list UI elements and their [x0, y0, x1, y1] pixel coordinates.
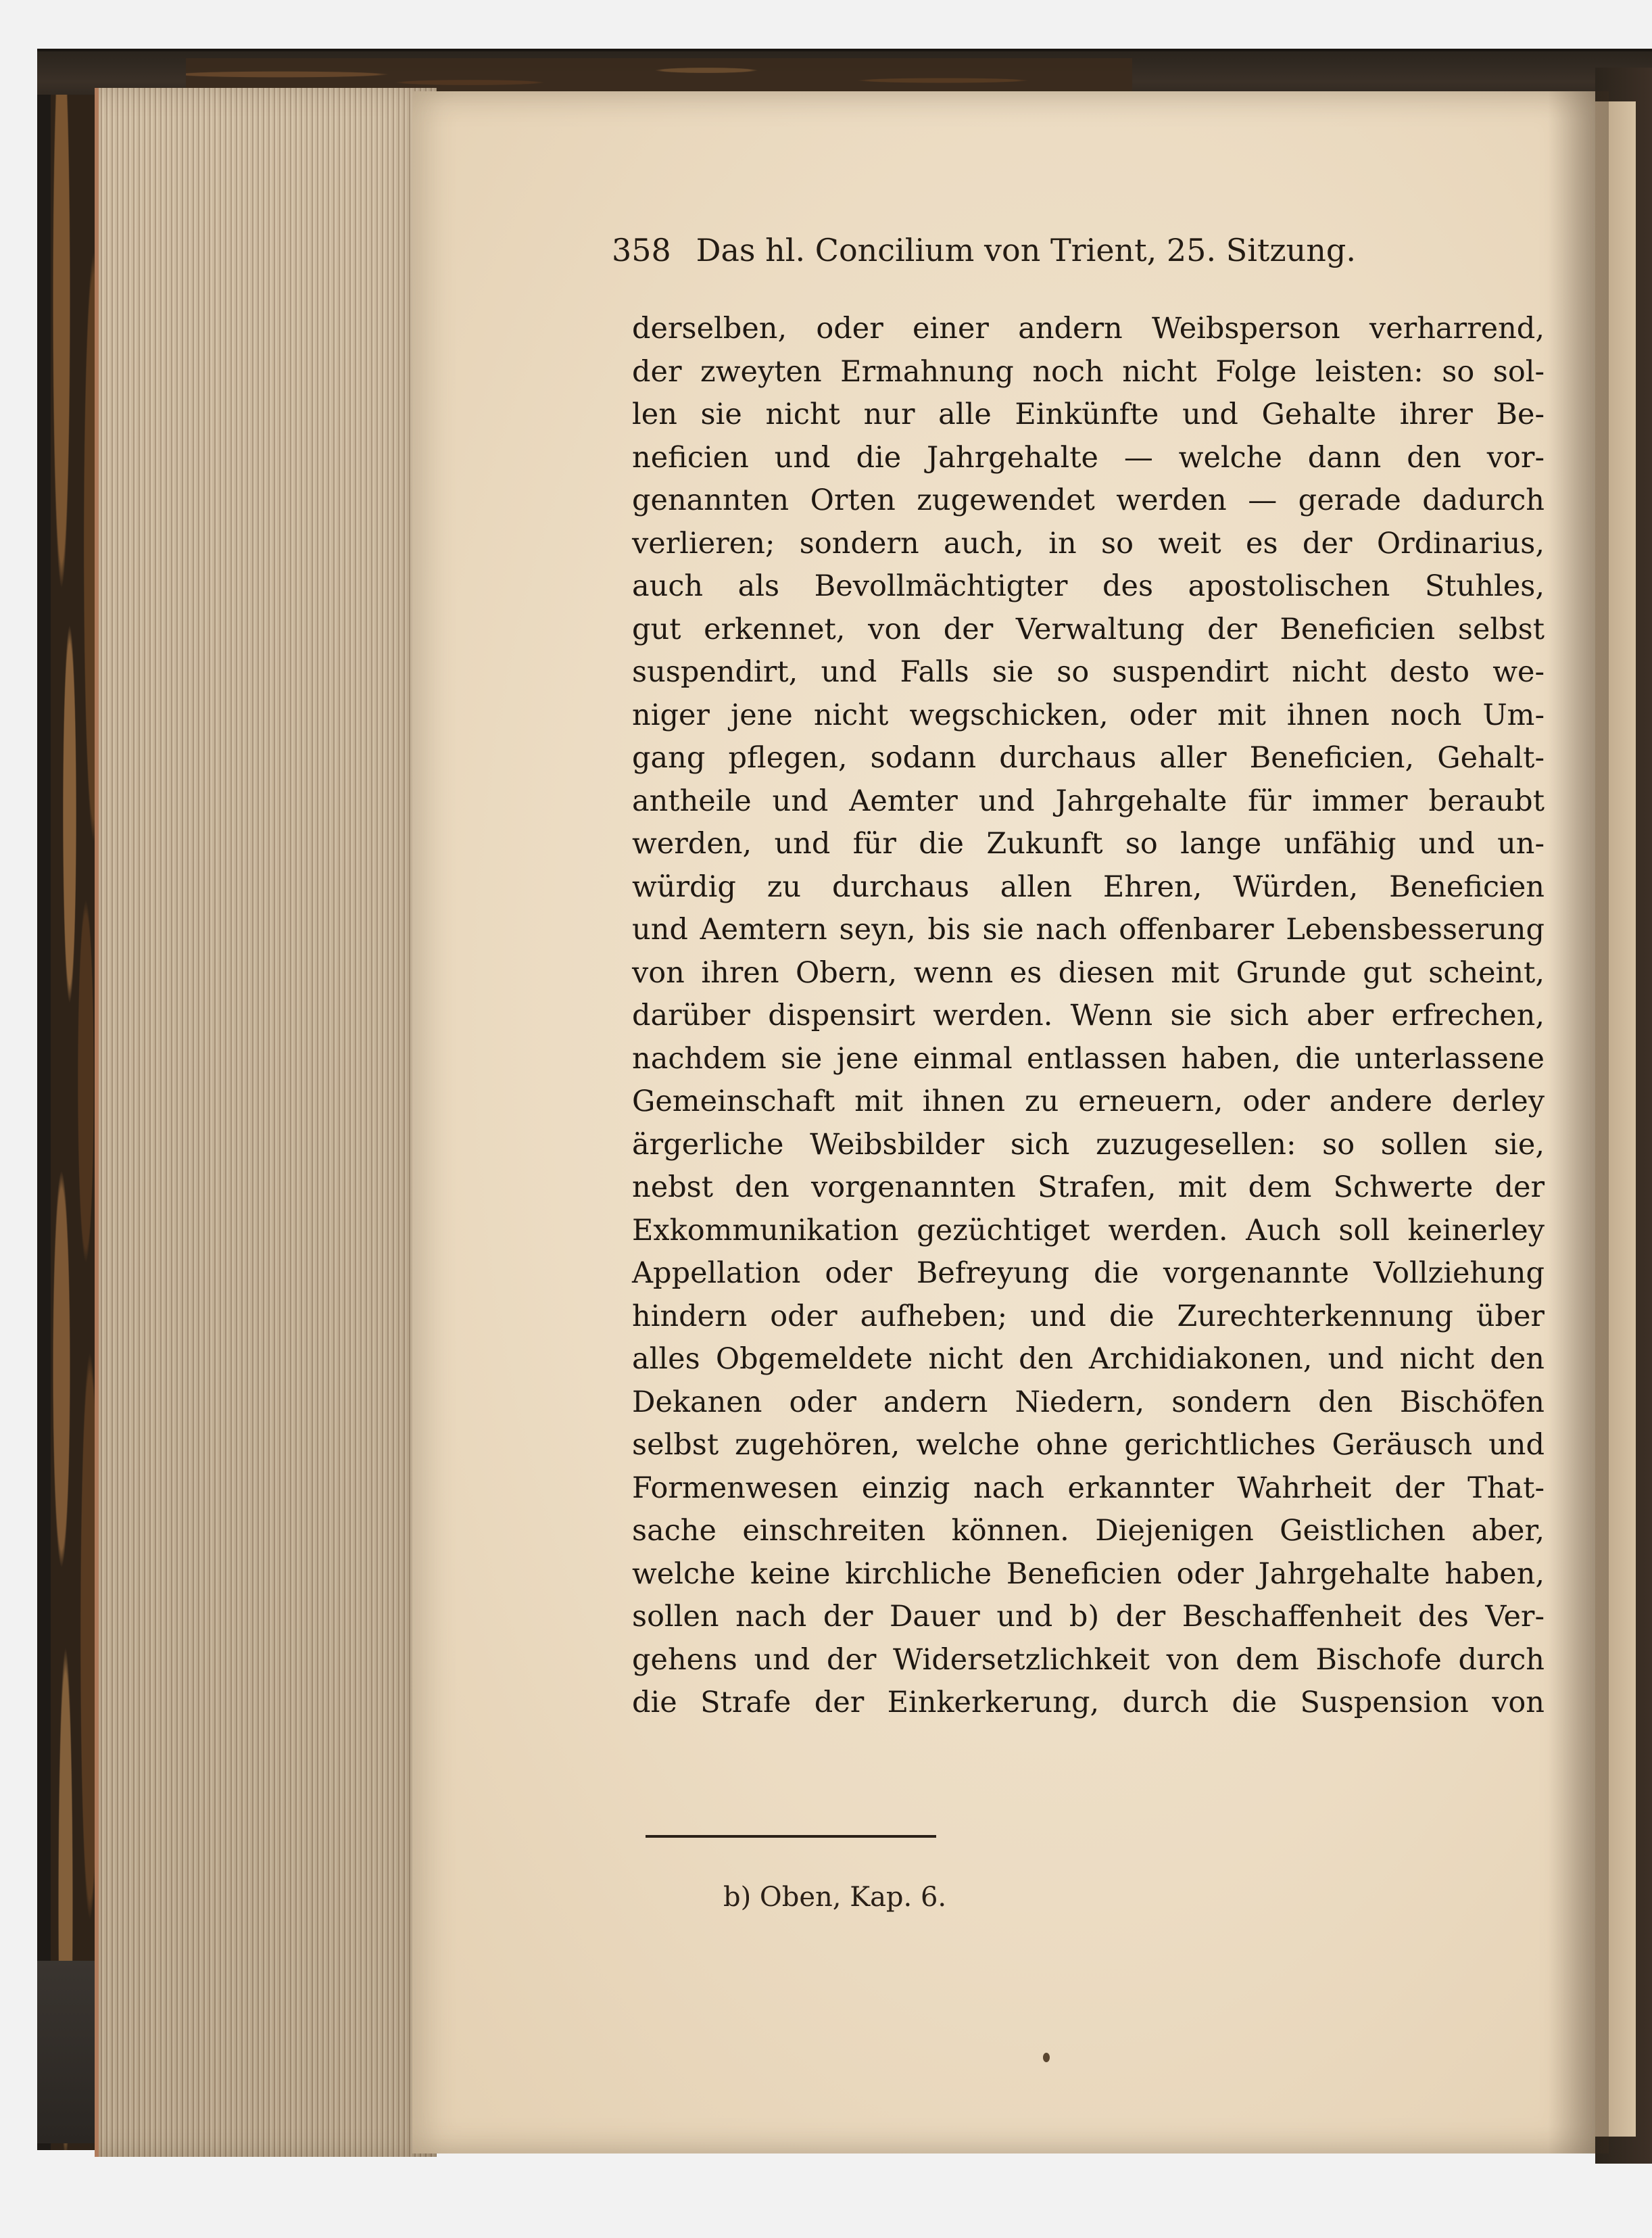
- text-line: würdig zu durchaus allen Ehren, Würden, Beneficien: [632, 870, 1545, 904]
- page-number: 358: [612, 232, 671, 268]
- page-header: [612, 230, 1436, 270]
- footnote-rule: [646, 1835, 936, 1838]
- text-line: hindern oder aufheben; und die Zurechterkennung über: [632, 1299, 1545, 1333]
- text-line: sache einschreiten können. Diejenigen Geistlichen aber,: [632, 1514, 1545, 1548]
- text-line: genannten Orten zugewendet werden — gerade dadurch: [632, 483, 1545, 517]
- text-line: und Aemtern seyn, bis sie nach offenbarer Lebensbesserung: [632, 913, 1545, 947]
- text-line: selbst zugehören, welche ohne gerichtliches Geräusch und: [632, 1428, 1545, 1462]
- text-line: nebst den vorgenannten Strafen, mit dem Schwerte der: [632, 1170, 1545, 1204]
- text-line: Dekanen oder andern Niedern, sondern den Bischöfen: [632, 1385, 1545, 1419]
- paper-speck: [1043, 2053, 1050, 2062]
- text-line: antheile und Aemter und Jahrgehalte für immer beraubt: [632, 784, 1545, 818]
- text-line: alles Obgemeldete nicht den Archidiakonen, und nicht den: [632, 1342, 1545, 1376]
- text-line: ärgerliche Weibsbilder sich zuzugesellen: so sollen sie,: [632, 1127, 1545, 1162]
- text-line: darüber dispensirt werden. Wenn sie sich aber erfrechen,: [632, 999, 1545, 1032]
- text-line: suspendirt, und Falls sie so suspendirt nicht desto we-: [632, 655, 1545, 689]
- text-line: werden, und für die Zukunft so lange unfähig und un-: [632, 827, 1545, 861]
- text-line: Formenwesen einzig nach erkannter Wahrheit der That-: [632, 1471, 1545, 1505]
- text-line: sollen nach der Dauer und b) der Beschaffenheit des Ver-: [632, 1600, 1545, 1634]
- text-line: gehens und der Widersetzlichkeit von dem Bischofe durch: [632, 1642, 1545, 1677]
- text-line: len sie nicht nur alle Einkünfte und Gehalte ihrer Be-: [632, 398, 1545, 431]
- text-line: gang pflegen, sodann durchaus aller Beneficien, Gehalt-: [632, 741, 1545, 775]
- text-line: die Strafe der Einkerkerung, durch die Suspension von: [632, 1686, 1545, 1719]
- footnote: b) Oben, Kap. 6.: [723, 1882, 947, 1913]
- text-line: verlieren; sondern auch, in so weit es der Ordinarius,: [632, 526, 1545, 561]
- gutter-shadow: [1548, 91, 1609, 2153]
- text-line: gut erkennet, von der Verwaltung der Beneficien selbst: [632, 612, 1545, 646]
- text-line: welche keine kirchliche Beneficien oder Jahrgehalte haben,: [632, 1556, 1545, 1591]
- text-line: neficien und die Jahrgehalte — welche dann den vor-: [632, 440, 1545, 475]
- text-line: von ihren Obern, wenn es diesen mit Grunde gut scheint,: [632, 955, 1545, 990]
- text-line: niger jene nicht wegschicken, oder mit ihnen noch Um-: [632, 698, 1545, 732]
- text-line: der zweyten Ermahnung noch nicht Folge leisten: so sol-: [632, 354, 1545, 389]
- text-line: nachdem sie jene einmal entlassen haben, die unterlassene: [632, 1041, 1545, 1076]
- text-line: auch als Bevollmächtigter des apostolischen Stuhles,: [632, 569, 1545, 603]
- text-line: Exkommunikation gezüchtiget werden. Auch soll keinerley: [632, 1213, 1545, 1247]
- book-cover-edge: [37, 95, 51, 2150]
- page-edges: [95, 88, 437, 2157]
- body-text: [632, 308, 1545, 1725]
- text-line: Gemeinschaft mit ihnen zu erneuern, oder andere derley: [632, 1085, 1545, 1118]
- text-line: derselben, oder einer andern Weibsperson verharrend,: [632, 312, 1545, 346]
- running-title: Das hl. Concilium von Trient, 25. Sitzung.: [696, 232, 1356, 268]
- text-line: Appellation oder Befreyung die vorgenannte Vollziehung: [632, 1256, 1545, 1290]
